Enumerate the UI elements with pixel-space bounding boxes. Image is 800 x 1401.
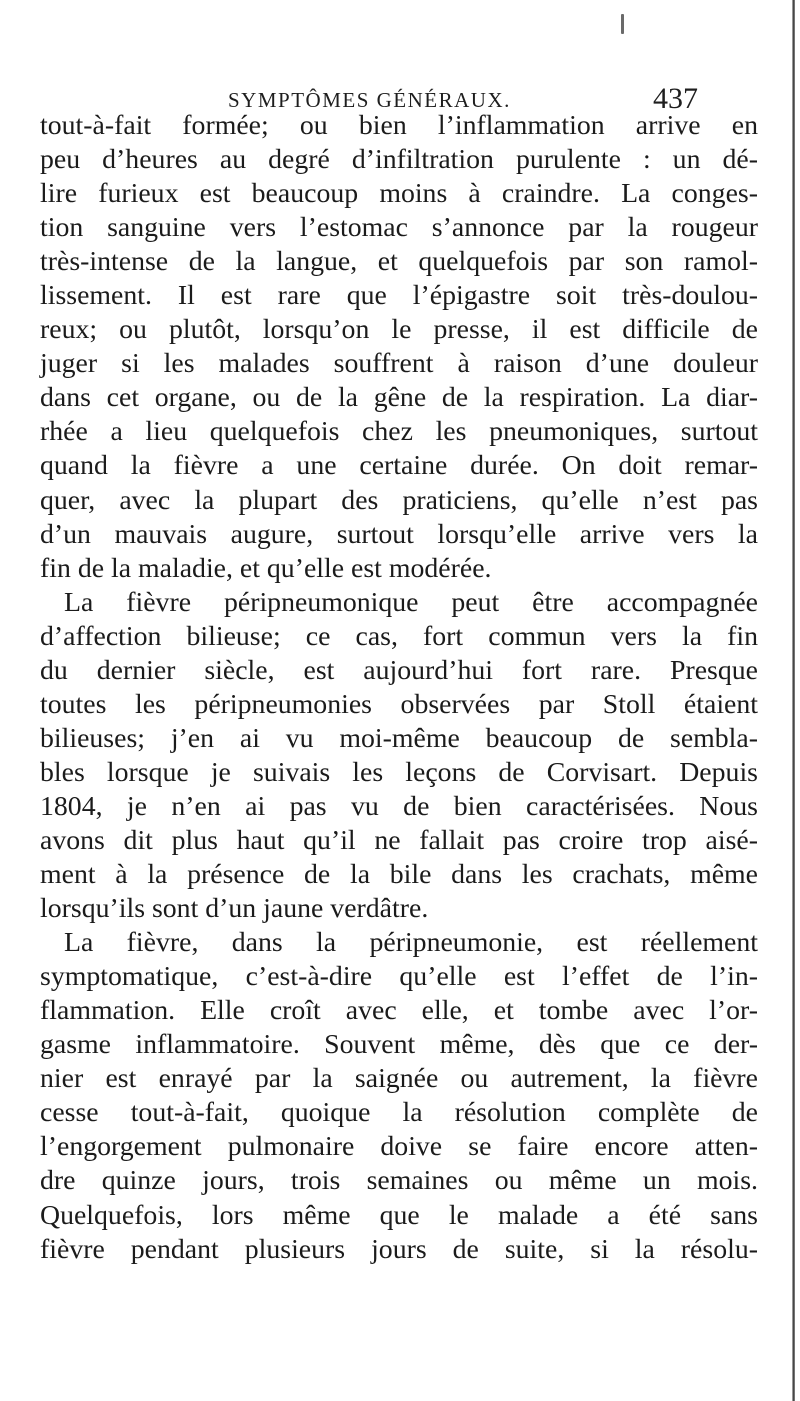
text-line: bles lorsque je suivais les leçons de Corvisart. Depuis xyxy=(40,756,758,788)
text-line: ment à la présence de la bile dans les crachats, même xyxy=(40,859,758,891)
text-line: reux; ou plutôt, lorsqu’on le presse, il est difficile de xyxy=(40,314,758,346)
text-line: nier est enrayé par la saignée ou autrement, la fièvre xyxy=(40,1063,758,1095)
text-line: d’affection bilieuse; ce cas, fort commun vers la fin xyxy=(40,620,758,652)
text-line: symptomatique, c’est-à-dire qu’elle est l’effet de l’in- xyxy=(40,961,758,993)
text-line: peu d’heures au degré d’infiltration purulente : un dé- xyxy=(40,144,758,176)
paragraph-start-line: La fièvre, dans la péripneumonie, est réellement xyxy=(64,927,758,959)
text-line: Quelquefois, lors même que le malade a été sans xyxy=(40,1199,758,1231)
text-line: gasme inflammatoire. Souvent même, dès que ce der- xyxy=(40,1029,758,1061)
paragraph-end-line: lorsqu’ils sont d’un jaune verdâtre. xyxy=(40,893,429,925)
text-line: flammation. Elle croît avec elle, et tombe avec l’or- xyxy=(40,995,758,1027)
page-number: 437 xyxy=(653,82,698,115)
text-line: rhée a lieu quelquefois chez les pneumoniques, surtout xyxy=(40,416,758,448)
text-line: toutes les péripneumonies observées par Stoll étaient xyxy=(40,688,758,720)
text-line: du dernier siècle, est aujourd’hui fort rare. Presque xyxy=(40,654,758,686)
text-line: l’engorgement pulmonaire doive se faire encore atten- xyxy=(40,1131,758,1163)
text-line: dre quinze jours, trois semaines ou même un mois. xyxy=(40,1165,758,1197)
paragraph-start-line: La fièvre péripneumonique peut être accompagnée xyxy=(64,586,758,618)
text-line: fièvre pendant plusieurs jours de suite, si la résolu- xyxy=(40,1233,758,1265)
text-line: bilieuses; j’en ai vu moi-même beaucoup de sembla- xyxy=(40,722,758,754)
text-line: tion sanguine vers l’estomac s’annonce par la rougeur xyxy=(40,212,758,244)
text-line: 1804, je n’en ai pas vu de bien caractérisées. Nous xyxy=(40,790,758,822)
text-line: très-intense de la langue, et quelquefois par son ramol- xyxy=(40,246,758,278)
body-text xyxy=(40,109,758,1267)
text-line: tout-à-fait formée; ou bien l’inflammation arrive en xyxy=(40,110,758,141)
text-line: lissement. Il est rare que l’épigastre soit très-doulou- xyxy=(40,280,758,312)
text-line: cesse tout-à-fait, quoique la résolution complète de xyxy=(40,1097,758,1129)
text-line: quand la fièvre a une certaine durée. On doit remar- xyxy=(40,450,758,482)
text-line: d’un mauvais augure, surtout lorsqu’elle arrive vers la xyxy=(40,518,758,550)
text-line: quer, avec la plupart des praticiens, qu’elle n’est pas xyxy=(40,484,758,516)
text-line: juger si les malades souffrent à raison d’une douleur xyxy=(40,348,758,380)
text-line: dans cet organe, ou de la gêne de la respiration. La diar- xyxy=(40,382,758,414)
text-line: avons dit plus haut qu’il ne fallait pas croire trop aisé- xyxy=(40,824,758,856)
page-edge-line xyxy=(792,0,795,1401)
edge-mark xyxy=(621,14,624,34)
running-title: SYMPTÔMES GÉNÉRAUX. xyxy=(228,88,511,112)
paragraph-end-line: fin de la maladie, et qu’elle est modérée. xyxy=(40,552,492,584)
text-line: lire furieux est beaucoup moins à craindre. La conges- xyxy=(40,178,758,210)
